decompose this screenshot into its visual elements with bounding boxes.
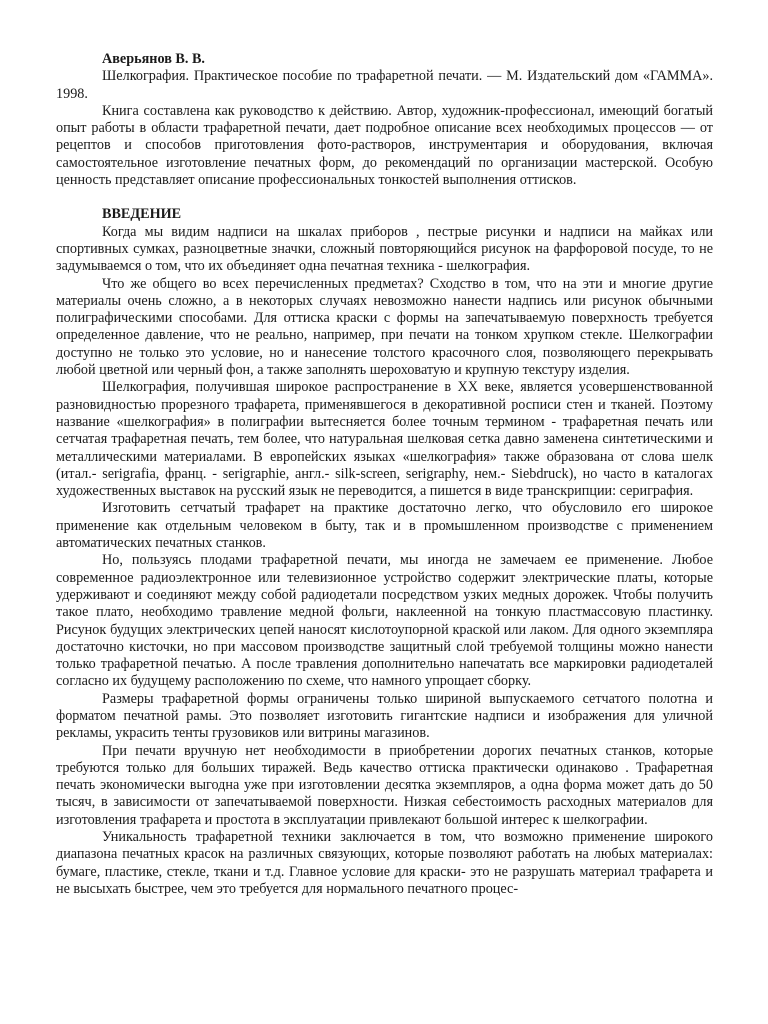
book-author: Аверьянов В. В. [102,51,205,67]
intro-paragraph: Уникальность трафаретной техники заключается в том, что возможно применение широкого диапазона печатных красок на различных связующих, которые позволяют работать на любых материалах: бумаге, пластике, стекле, ткани и т.д. Главное условие для краски- это не разрушать материал трафарета и не высыхать быстрее, чем это требуется для нормального печатного процес- [56,829,713,897]
intro-paragraph: Изготовить сетчатый трафарет на практике достаточно легко, что обусловило его широкое применение как отдельным человеком в быту, так и в промышленном производстве с применением автоматических печатных станков. [56,500,713,552]
intro-paragraph: Но, пользуясь плодами трафаретной печати, мы иногда не замечаем ее применение. Любое современное радиоэлектронное или телевизионное устройство содержит электрические платы, которые удерживают и соединяют между собой радиодетали посредством узких медных дорожек. Чтобы получить такое плато, необходимо травление медной фольги, наклеенной на тонкую пластмассовую пластинку. Рисунок будущих электрических цепей наносят кислотоупорной краской или лаком. Для одного экземпляра достаточно кисточки, но при массовом производстве защитный слой требуемой толщины можно нанести только трафаретной печатью. А после травления дополнительно напечатать все маркировки радиодеталей согласно их будущему расположению по схеме, что намного упрощает сборку. [56,552,713,690]
book-bibliography: Шелкография. Практическое пособие по трафаретной печати. — М. Издательский дом «ГАММА». 1998. [56,68,713,102]
intro-paragraph: Когда мы видим надписи на шкалах приборов , пестрые рисунки и надписи на майках или спортивных сумках, разноцветные значки, сложный повторяющийся рисунок на фарфоровой посуде, то не задумываемся о том, что их объединяет одна печатная техника - шелкография. [56,223,713,275]
document-page [56,51,713,898]
book-description: Книга составлена как руководство к действию. Автор, художник-профессионал, имеющий богатый опыт работы в области трафаретной печати, дает подробное описание всех необходимых процессов — от рецептов и способов приготовления фото-растворов, инструментария и оборудования, включая самостоятельное изготовление печатных форм, до рекомендаций по организации мастерской. Особую ценность представляет описание профессиональных тонкостей выполнения оттисков. [56,102,713,189]
intro-paragraph: Что же общего во всех перечисленных предметах? Сходство в том, что на эти и многие другие материалы очень сложно, а в некоторых случаях невозможно нанести надпись или рисунок обычными полиграфическими способами. Для оттиска краски с формы на запечатываемую поверхность требуется определенное давление, что не реально, например, при печати на тонком хрупком стекле. Шелкографии доступно не только это условие, но и нанесение толстого красочного слоя, позволяющего перекрывать любой цветной или черный фон, а также заполнять шероховатую и крупную текстуру изделия. [56,275,713,379]
intro-paragraph: Размеры трафаретной формы ограничены только шириной выпускаемого сетчатого полотна и форматом печатной рамы. Это позволяет изготовить гигантские надписи и изображения для уличной рекламы, украсить тенты грузовиков или витрины магазинов. [56,690,713,742]
intro-paragraph: При печати вручную нет необходимости в приобретении дорогих печатных станков, которые требуются только для больших тиражей. Ведь качество оттиска практически одинаково . Трафаретная печать экономически выгодна уже при изготовлении десятка экземпляров, а одна форма может дать до 50 тысяч, в зависимости от запечатываемой поверхности. Низкая себестоимость расходных материалов для изготовления трафарета и простота в эксплуатации привлекают большой интерес к шелкографии. [56,742,713,828]
intro-paragraph: Шелкография, получившая широкое распространение в XX веке, является усовершенствованной разновидностью прорезного трафарета, применявшегося в декоративной росписи стен и тканей. Поэтому название «шелкография» в полиграфии вытесняется более точным термином - трафаретная печать или сетчатая трафаретная печать, тем более, что натуральная шелковая сетка давно заменена синтетическими и металлическими материалами. В европейских языках «шелкография» также образована от слова шелк (итал.- serigrafia, франц. - serigraphie, англ.- silk-screen, serigraphy, нем.- Siebdruck), но часто в каталогах художественных выставок на русский язык не переводится, а пишется в виде транскрипции: сериграфия. [56,379,713,500]
section-title-introduction: ВВЕДЕНИЕ [102,206,182,223]
